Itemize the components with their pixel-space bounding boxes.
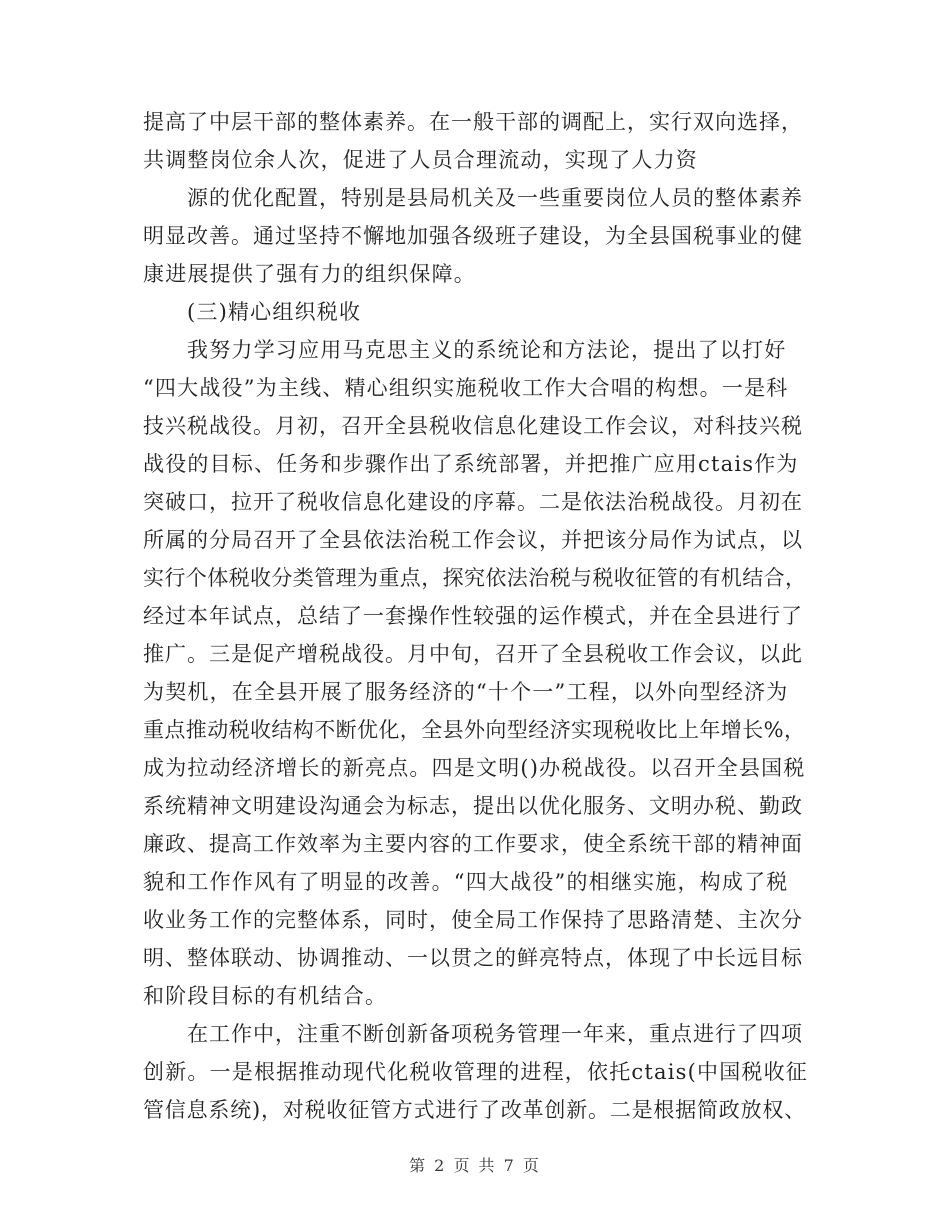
text-line: 战役的目标、任务和步骤作出了系统部署，并把推广应用ctais作为 [143,452,799,476]
text-line: “四大战役”为主线、精心组织实施税收工作大合唱的构想。一是科 [143,376,789,400]
text-line: 在工作中，注重不断创新备项税务管理一年来，重点进行了四项 [187,1022,803,1046]
text-line: 系统精神文明建设沟通会为标志，提出以优化服务、文明办税、勤政 [143,794,803,818]
document-body [143,103,808,1129]
text-line: 所属的分局召开了全县依法治税工作会议，并把该分局作为试点，以 [143,528,803,552]
text-line: 貌和工作作风有了明显的改善。“四大战役”的相继实施，构成了税 [143,870,789,894]
text-line: 明显改善。通过坚持不懈地加强各级班子建设，为全县国税事业的健 [143,224,803,248]
text-line: 提高了中层干部的整体素养。在一般干部的调配上，实行双向选择， [143,110,803,134]
text-line: 实行个体税收分类管理为重点，探究依法治税与税收征管的有机结合， [143,566,807,590]
text-line: 和阶段目标的有机结合。 [143,984,388,1008]
text-line: 明、整体联动、协调推动、一以贯之的鲜亮特点，体现了中长远目标 [143,946,803,970]
text-line: 管信息系统)，对税收征管方式进行了改革创新。二是根据简政放权、 [143,1098,806,1122]
text-line: 经过本年试点，总结了一套操作性较强的运作模式，并在全县进行了 [143,604,803,628]
text-line: 廉政、提高工作效率为主要内容的工作要求，使全系统干部的精神面 [143,832,803,856]
text-line: 康进展提供了强有力的组织保障。 [143,262,476,286]
text-line: (三)精心组织税收 [187,300,362,324]
text-line: 我努力学习应用马克思主义的系统论和方法论，提出了以打好 [187,338,787,362]
text-line: 推广。三是促产增税战役。月中旬，召开了全县税收工作会议，以此 [143,642,803,666]
page-number-footer: 第 2 页 共 7 页 [409,1156,541,1175]
text-line: 技兴税战役。月初，召开全县税收信息化建设工作会议，对科技兴税 [143,414,803,438]
text-line: 为契机，在全县开展了服务经济的“十个一”工程，以外向型经济为 [143,680,789,704]
text-line: 重点推动税收结构不断优化，全县外向型经济实现税收比上年增长%， [143,718,806,742]
text-line: 源的优化配置，特别是县局机关及一些重要岗位人员的整体素养 [187,186,803,210]
text-line: 共调整岗位余人次，促进了人员合理流动，实现了人力资 [143,148,698,172]
text-line: 创新。一是根据推动现代化税收管理的进程，依托ctais(中国税收征 [143,1060,809,1084]
text-line: 突破口，拉开了税收信息化建设的序幕。二是依法治税战役。月初在 [143,490,803,514]
text-line: 成为拉动经济增长的新亮点。四是文明()办税战役。以召开全县国税 [143,756,806,780]
text-line: 收业务工作的完整体系，同时，使全局工作保持了思路清楚、主次分 [143,908,803,932]
